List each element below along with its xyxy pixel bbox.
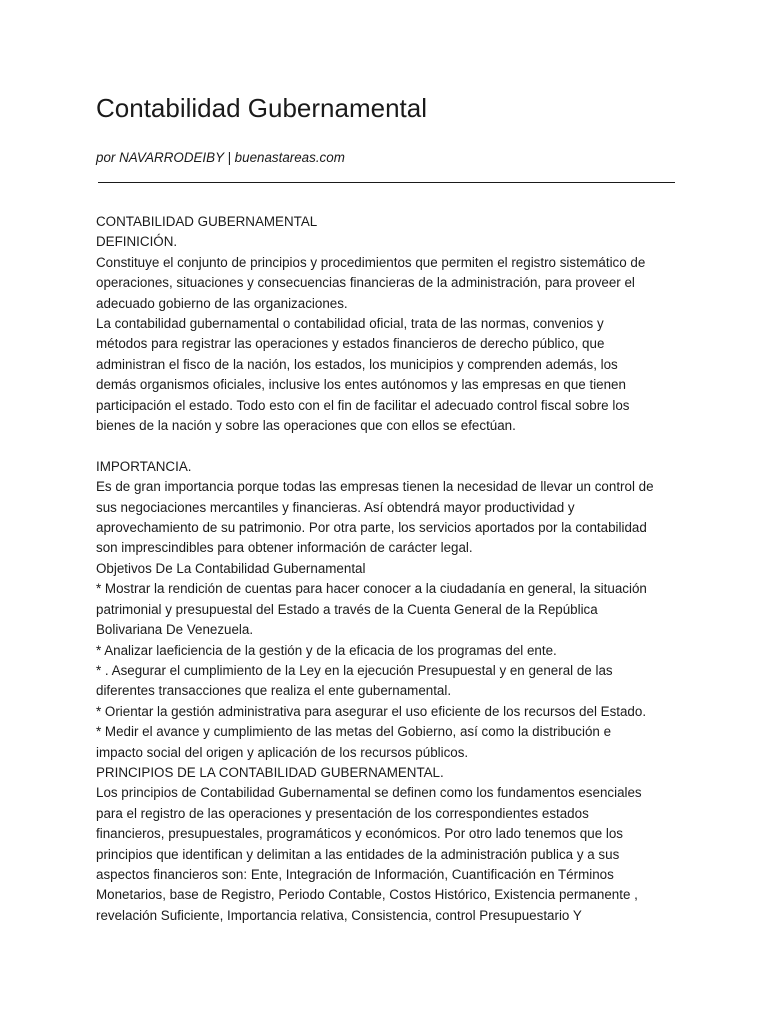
body-text-line: sus negociaciones mercantiles y financieras. Así obtendrá mayor productividad y: [96, 499, 575, 515]
body-text-line: Bolivariana De Venezuela.: [96, 622, 254, 638]
body-text-line: administran el fisco de la nación, los estados, los municipios y comprenden además, los: [96, 356, 618, 372]
body-text-line: demás organismos oficiales, inclusive los entes autónomos y las empresas en que tienen: [96, 377, 626, 393]
title-divider: [98, 182, 675, 183]
document-byline: por NAVARRODEIBY | buenastareas.com: [96, 150, 345, 165]
paragraph-spacer: [96, 436, 676, 456]
body-text-line: DEFINICIÓN.: [96, 234, 178, 250]
body-text-line: PRINCIPIOS DE LA CONTABILIDAD GUBERNAMENTAL.: [96, 764, 444, 780]
document-page: [96, 88, 676, 926]
body-text-line: revelación Suficiente, Importancia relativa, Consistencia, control Presupuestario Y: [96, 907, 582, 923]
body-text-line: participación el estado. Todo esto con el fin de facilitar el adecuado control fiscal sobre los: [96, 397, 630, 413]
body-text-line: financieros, presupuestales, programáticos y económicos. Por otro lado tenemos que los: [96, 826, 623, 842]
body-text-line: aprovechamiento de su patrimonio. Por otra parte, los servicios aportados por la contabilidad: [96, 520, 647, 536]
body-text-line: principios que identifican y delimitan a las entidades de la administración publica y a sus: [96, 846, 620, 862]
body-text-line: aspectos financieros son: Ente, Integración de Información, Cuantificación en Términos: [96, 866, 614, 882]
body-text-line: La contabilidad gubernamental o contabilidad oficial, trata de las normas, convenios y: [96, 316, 604, 332]
body-text-line: * . Asegurar el cumplimiento de la Ley en la ejecución Presupuestal y en general de las: [96, 662, 613, 678]
body-text-line: * Orientar la gestión administrativa para asegurar el uso eficiente de los recursos del Estado.: [96, 703, 647, 719]
document-body: [96, 212, 676, 926]
body-text-line: Objetivos De La Contabilidad Gubernamental: [96, 560, 366, 576]
body-text-line: * Mostrar la rendición de cuentas para hacer conocer a la ciudadanía en general, la situación: [96, 581, 647, 597]
body-text-line: métodos para registrar las operaciones y estados financieros de derecho público, que: [96, 336, 605, 352]
body-text-line: Es de gran importancia porque todas las empresas tienen la necesidad de llevar un control de: [96, 479, 654, 495]
body-text-line: Los principios de Contabilidad Gubernamental se definen como los fundamentos esenciales: [96, 785, 642, 801]
body-text-line: son imprescindibles para obtener información de carácter legal.: [96, 540, 473, 556]
body-text-line: patrimonial y presupuestal del Estado a través de la Cuenta General de la República: [96, 601, 598, 617]
body-text-line: * Analizar laeficiencia de la gestión y de la eficacia de los programas del ente.: [96, 642, 557, 658]
document-title: Contabilidad Gubernamental: [96, 93, 427, 123]
body-text-line: Constituye el conjunto de principios y procedimientos que permiten el registro sistemático de: [96, 254, 646, 270]
body-text-line: IMPORTANCIA.: [96, 458, 192, 474]
body-text-line: * Medir el avance y cumplimiento de las metas del Gobierno, así como la distribución e: [96, 724, 612, 740]
body-text-line: operaciones, situaciones y consecuencias financieras de la administración, para proveer el: [96, 275, 635, 291]
body-text-line: CONTABILIDAD GUBERNAMENTAL: [96, 214, 318, 229]
body-text-line: diferentes transacciones que realiza el ente gubernamental.: [96, 683, 452, 699]
body-text-line: bienes de la nación y sobre las operaciones que con ellos se efectúan.: [96, 418, 516, 434]
body-text-line: impacto social del origen y aplicación de los recursos públicos.: [96, 744, 469, 760]
body-text-line: Monetarios, base de Registro, Periodo Contable, Costos Histórico, Existencia permanente ,: [96, 887, 638, 903]
body-text-line: para el registro de las operaciones y presentación de los correspondientes estados: [96, 805, 589, 821]
body-text-line: adecuado gobierno de las organizaciones.: [96, 295, 348, 311]
